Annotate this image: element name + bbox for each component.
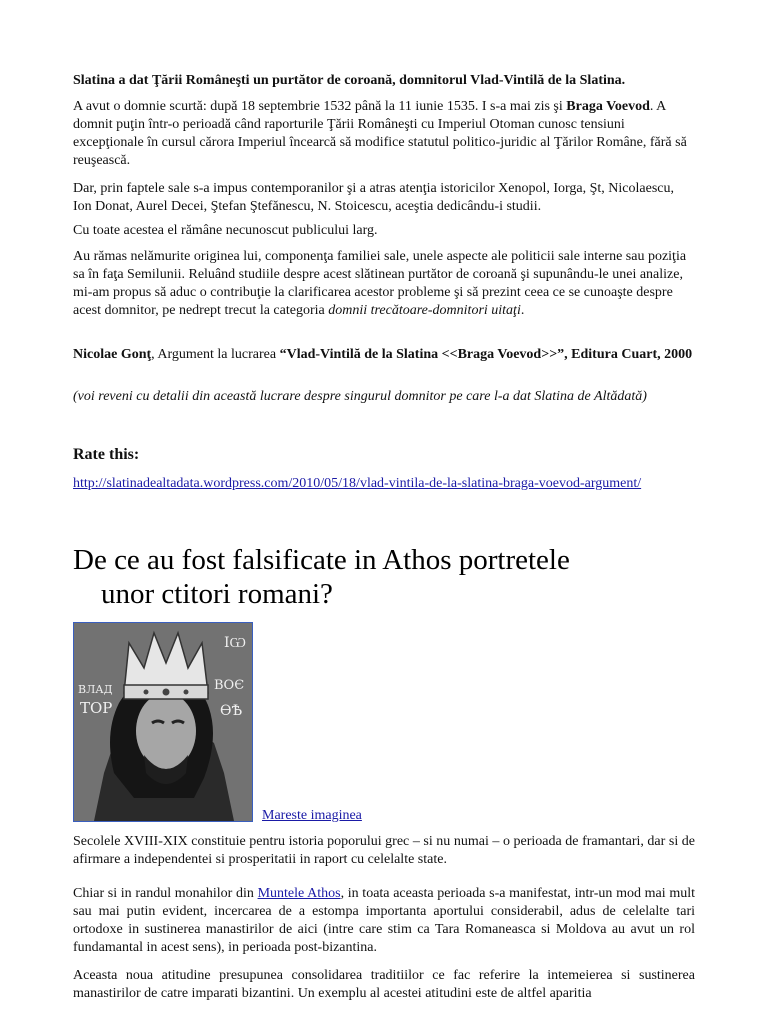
author-name: Nicolae Gonţ	[73, 347, 152, 362]
paragraph-attitude: Aceasta noua atitudine presupunea consolidarea traditiilor ce fac referire la intemeierea si sustinerea manastirilor de catre imparati bizantini. Un exemplu al acestei atitudini este de altfel aparitia	[73, 968, 695, 1001]
enlarge-image-link[interactable]: Mareste imaginea	[262, 808, 362, 823]
crown-jewel-right	[184, 690, 189, 695]
paragraph-reign: A avut o domnie scurtă: după 18 septembrie 1532 până la 11 iunie 1535. I s-a mai zis şi Braga Voevod. A domnit puţin într-o perioadă când raporturile Ţării Româneşti cu Imperiul Otoman cunosc tensiuni excepţionale în cursul cărora Imperiul încearcă să modifice statutul politico-juridic al Ţărilor Române, fără să reuşească.	[73, 99, 687, 168]
italic-note: (voi reveni cu detalii din această lucrare despre singurul domnitor pe care l-a dat Slatina de Altădată)	[73, 389, 647, 404]
paragraph-historians: Dar, prin faptele sale s-a impus contemporanilor şi a atras atenţia istoricilor Xenopol, Iorga, Şt, Nicolaescu, Ion Donat, Aurel Decei, Ştefan Ştefănescu, N. Stoicescu, aceştia dedicându-i studii.	[73, 181, 674, 214]
muntele-athos-link[interactable]: Muntele Athos	[257, 886, 341, 901]
portrait-drawing	[74, 623, 252, 821]
article2-title	[73, 543, 713, 611]
article-heading: Slatina a dat Ţării Româneşti un purtător de coroană, domnitorul Vlad-Vintilă de la Slatina.	[73, 73, 626, 88]
braga-voevod-bold: Braga Voevod	[566, 99, 650, 114]
title-line-2: unor ctitori romani?	[101, 578, 333, 610]
work-title: “Vlad-Vintilă de la Slatina <<Braga Voevod>>”, Editura Cuart, 2000	[279, 347, 693, 362]
crown-jewel	[163, 689, 170, 696]
rate-this-label: Rate this:	[73, 446, 140, 463]
crown-jewel-left	[144, 690, 149, 695]
inscription-left2: ТОР	[80, 699, 113, 717]
inscription-right2: ѲѢ	[220, 703, 243, 719]
signature: Nicolae Gonţ, Argument la lucrarea “Vlad-Vintilă de la Slatina <<Braga Voevod>>”, Editura Cuart, 2000	[73, 347, 693, 362]
inscription-left: ВЛАД	[78, 683, 113, 696]
article-url-container	[73, 475, 653, 493]
paragraph-unknown: Cu toate acestea el rămâne necunoscut publicului larg.	[73, 223, 378, 238]
inscription-right: ВОЄ	[214, 678, 245, 693]
article-url-link[interactable]: http://slatinadealtadata.wordpress.com/2010/05/18/vlad-vintila-de-la-slatina-braga-voevod-argument/	[73, 476, 642, 491]
title-line-1: De ce au fost falsificate in Athos portretele	[73, 544, 570, 576]
paragraph-research: Au rămas nelămurite originea lui, componenţa familiei sale, unele aspecte ale politicii sale interne sau poziţia sa în faţa Semilunii. Reluând studiile despre acest slătinean purtător de coroană şi supunându-le unei analize, mi-am propus să aduc o contribuţie la clarificarea acestor probleme şi să prezint ceea ce se cunoaşte despre acest domnitor, pe nedrept trecut la categoria domnii trecătoare-domnitori uitaţi.	[73, 249, 687, 318]
paragraph-centuries: Secolele XVIII-XIX constituie pentru istoria poporului grec – si nu numai – o perioada de framantari, dar si de afirmare a independentei si prosperitatii in raport cu celelalte state.	[73, 834, 695, 867]
paragraph-athos: Chiar si in randul monahilor din Muntele Athos, in toata aceasta perioada s-a manifestat, intr-un mod mai mult sau mai putin evident, incercarea de a estompa importanta aportului considerabil, adus de celelalte tari ortodoxe in sustinerea manastirilor de aici (intre care stim ca Tara Romaneasca si Moldova au avut un rol fundamantal in acest sens), in perioada post-bizantina.	[73, 886, 695, 955]
portrait-image[interactable]	[73, 622, 253, 822]
inscription-top: IѠ	[224, 635, 246, 651]
